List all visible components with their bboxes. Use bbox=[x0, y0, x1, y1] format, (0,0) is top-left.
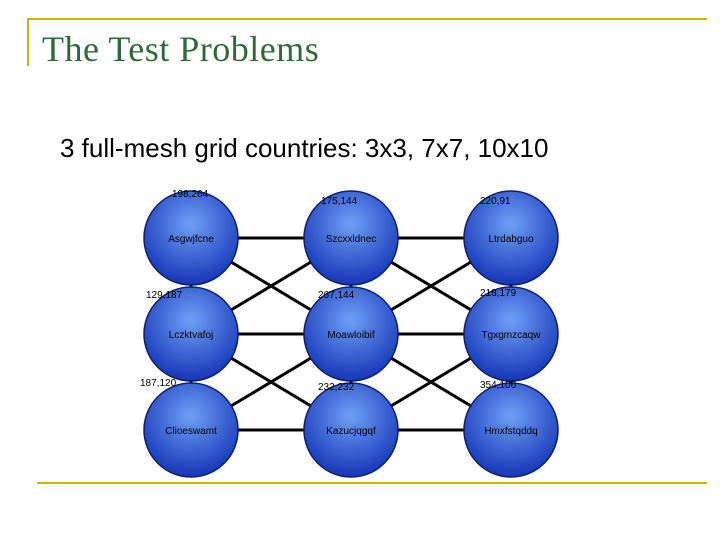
grid-node-coordinate: 187,120 bbox=[140, 378, 177, 389]
grid-node-coordinate: 129,187 bbox=[146, 290, 183, 301]
grid-node-coordinate: 232,232 bbox=[318, 382, 355, 393]
grid-node-coordinate: 354,106 bbox=[480, 380, 517, 391]
slide-title: The Test Problems bbox=[42, 29, 320, 69]
grid-node-coordinate: 175,144 bbox=[321, 196, 358, 207]
grid-node-label: Ltrdabguo bbox=[488, 234, 534, 245]
grid-node-label: Szcxxldnec bbox=[325, 234, 377, 245]
grid-node-label: Lczktvafoj bbox=[168, 330, 214, 341]
slide-subtitle: 3 full-mesh grid countries: 3x3, 7x7, 10x10 bbox=[60, 133, 549, 163]
grid-node-label: Tgxgmzcaqw bbox=[481, 330, 541, 341]
grid-node-coordinate: 267,144 bbox=[318, 290, 355, 301]
grid-node-label: Kazucjqgqf bbox=[326, 426, 376, 437]
grid-node-label: Clioeswamt bbox=[165, 426, 217, 437]
grid-node-coordinate: 218,179 bbox=[480, 288, 517, 299]
grid-node-label: Hmxfstqddq bbox=[484, 426, 538, 437]
grid-node-label: Asgwjfcne bbox=[168, 234, 214, 245]
grid-nodes bbox=[144, 191, 558, 477]
grid-node-label: Moawloibif bbox=[327, 330, 375, 341]
grid-node-coordinate: 198,264 bbox=[172, 189, 209, 200]
grid-node-coordinate: 220,91 bbox=[480, 196, 511, 207]
